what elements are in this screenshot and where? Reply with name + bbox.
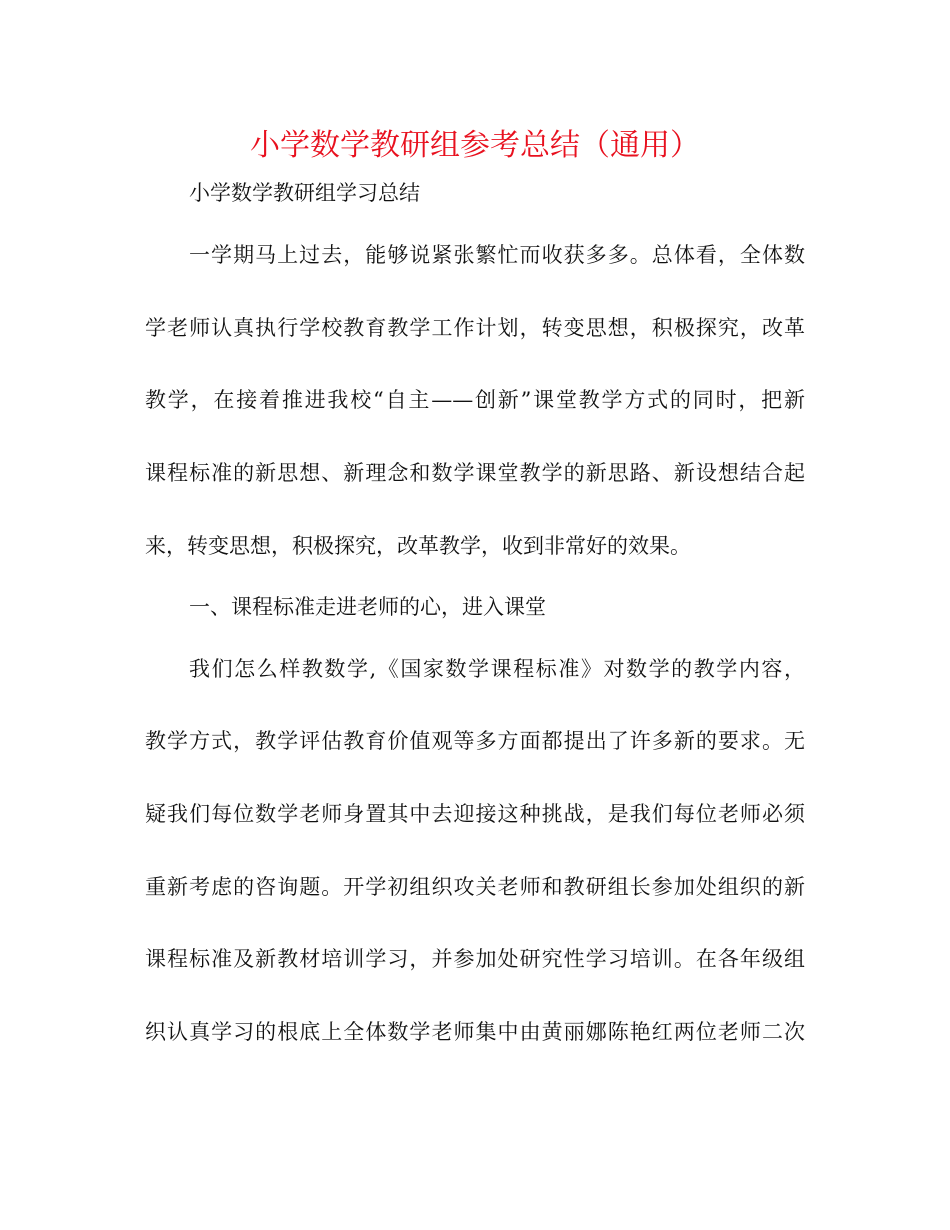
paragraph-line: 重新考虑的咨询题。开学初组织攻关老师和教研组长参加处组织的新 — [145, 875, 805, 899]
paragraph-line: 一学期马上过去，能够说紧张繁忙而收获多多。总体看，全体数 — [189, 243, 805, 267]
paragraph-line: 来，转变思想，积极探究，改革教学，收到非常好的效果。 — [145, 534, 691, 558]
paragraph-line: 课程标准及新教材培训学习，并参加处研究性学习培训。在各年级组 — [145, 947, 805, 971]
document-title: 小学数学教研组参考总结（通用） — [250, 128, 700, 163]
subtitle-line: 小学数学教研组学习总结 — [189, 181, 420, 205]
section-heading: 一、课程标准走进老师的心，进入课堂 — [189, 595, 546, 619]
paragraph-line: 织认真学习的根底上全体数学老师集中由黄丽娜陈艳红两位老师二次 — [145, 1020, 805, 1044]
paragraph-line: 疑我们每位数学老师身置其中去迎接这种挑战，是我们每位老师必须 — [145, 802, 805, 826]
paragraph-line: 学老师认真执行学校教育教学工作计划，转变思想，积极探究，改革 — [145, 316, 805, 340]
paragraph-line: 教学，在接着推进我校“自主——创新”课堂教学方式的同时，把新 — [145, 388, 805, 412]
paragraph-line: 教学方式，教学评估教育价值观等多方面都提出了许多新的要求。无 — [145, 729, 805, 753]
paragraph-line: 课程标准的新思想、新理念和数学课堂教学的新思路、新设想结合起 — [145, 461, 805, 485]
paragraph-line: 我们怎么样教数学,《国家数学课程标准》对数学的教学内容， — [189, 657, 805, 681]
